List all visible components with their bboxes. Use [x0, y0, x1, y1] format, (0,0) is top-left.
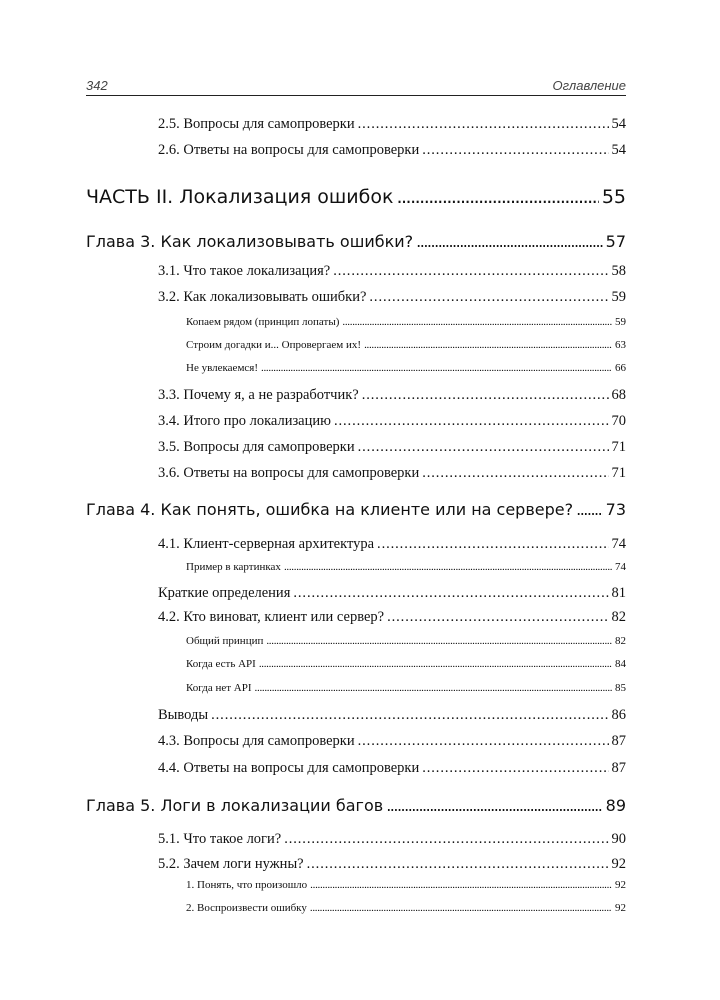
toc-entry-title: Глава 4. Как понять, ошибка на клиенте или на сервере?: [86, 500, 574, 519]
toc-entry-page-number: 87: [611, 733, 626, 749]
toc-entry: [158, 733, 626, 750]
dot-leader: [255, 682, 612, 694]
dot-leader: [358, 733, 609, 750]
toc-entry: [158, 707, 626, 724]
toc-entry-page-number: 87: [611, 760, 626, 776]
toc-entry-title: 3.2. Как локализовывать ошибки?: [158, 289, 367, 305]
dot-leader: [387, 609, 608, 626]
dot-leader: [266, 635, 612, 647]
toc-chapter-heading: [86, 232, 626, 251]
dot-leader: [576, 500, 603, 519]
toc-entry-page-number: 90: [611, 831, 626, 847]
dot-leader: [377, 536, 608, 553]
dot-leader: [422, 142, 608, 159]
dot-leader: [261, 362, 612, 374]
toc-entry-title: 4.3. Вопросы для самопроверки: [158, 733, 355, 749]
toc-entry: [158, 536, 626, 553]
dot-leader: [358, 116, 609, 133]
toc-entry: [158, 413, 626, 430]
toc-entry: [158, 263, 626, 280]
toc-entry-title: Выводы: [158, 707, 209, 723]
toc-subentry: [186, 635, 626, 647]
toc-entry-page-number: 73: [605, 500, 626, 519]
toc-entry-title: 2.5. Вопросы для самопроверки: [158, 116, 355, 132]
toc-entry-page-number: 74: [611, 536, 626, 552]
running-header: [86, 78, 626, 96]
toc-entry: [158, 465, 626, 482]
toc-entry-page-number: 82: [615, 635, 626, 647]
toc-entry-title: Не увлекаемся!: [186, 362, 259, 374]
dot-leader: [364, 339, 612, 351]
toc-entry-title: 3.3. Почему я, а не разработчик?: [158, 387, 359, 403]
page-number: 342: [86, 78, 108, 93]
toc-chapter-heading: [86, 500, 626, 519]
dot-leader: [333, 263, 608, 280]
toc-entry-page-number: 70: [611, 413, 626, 429]
toc-entry-page-number: 82: [611, 609, 626, 625]
toc-entry-title: ЧАСТЬ II. Локализация ошибок: [86, 186, 394, 208]
toc-entry-title: 3.1. Что такое локализация?: [158, 263, 331, 279]
toc-entry-page-number: 57: [605, 232, 626, 251]
toc-entry-page-number: 92: [611, 856, 626, 872]
toc-subentry: [186, 658, 626, 670]
dot-leader: [396, 186, 598, 208]
toc-entry-title: Когда нет API: [186, 682, 252, 694]
toc-entry: [158, 387, 626, 404]
toc-entry-page-number: 54: [611, 142, 626, 158]
toc-entry-page-number: 92: [615, 902, 626, 914]
dot-leader: [342, 316, 612, 328]
toc-entry-page-number: 86: [611, 707, 626, 723]
dot-leader: [386, 796, 602, 815]
toc-subentry: [186, 682, 626, 694]
toc-entry-title: 1. Понять, что произошло: [186, 879, 308, 891]
toc-subentry: [186, 316, 626, 328]
toc-entry-page-number: 92: [615, 879, 626, 891]
toc-entry-page-number: 85: [615, 682, 626, 694]
toc-entry-title: Общий принцип: [186, 635, 264, 647]
toc-entry-page-number: 71: [611, 439, 626, 455]
toc-entry: [158, 831, 626, 848]
toc-entry: [158, 289, 626, 306]
toc-entry: [158, 856, 626, 873]
toc-entry-title: 3.5. Вопросы для самопроверки: [158, 439, 355, 455]
toc-entry-title: 3.4. Итого про локализацию: [158, 413, 331, 429]
toc-entry-page-number: 66: [615, 362, 626, 374]
toc-entry-page-number: 68: [611, 387, 626, 403]
toc-entry: [158, 760, 626, 777]
toc-chapter-heading: [86, 796, 626, 815]
dot-leader: [259, 658, 612, 670]
toc-entry-title: Глава 5. Логи в локализации багов: [86, 796, 384, 815]
dot-leader: [310, 902, 612, 914]
dot-leader: [334, 413, 609, 430]
toc-entry-title: Строим догадки и... Опровергаем их!: [186, 339, 362, 351]
toc-entry-title: 3.6. Ответы на вопросы для самопроверки: [158, 465, 420, 481]
toc-entry: [158, 439, 626, 456]
toc-entry: [158, 609, 626, 626]
dot-leader: [422, 760, 608, 777]
toc-entry-title: Краткие определения: [158, 585, 291, 601]
dot-leader: [284, 831, 608, 848]
toc-entry-title: Глава 3. Как локализовывать ошибки?: [86, 232, 414, 251]
toc-entry-title: Когда есть API: [186, 658, 256, 670]
toc-entry-title: 4.4. Ответы на вопросы для самопроверки: [158, 760, 420, 776]
dot-leader: [416, 232, 602, 251]
toc-entry-title: Пример в картинках: [186, 561, 281, 573]
dot-leader: [310, 879, 612, 891]
toc-entry: [158, 142, 626, 159]
toc-entry-page-number: 63: [615, 339, 626, 351]
dot-leader: [307, 856, 609, 873]
dot-leader: [284, 561, 612, 573]
dot-leader: [362, 387, 609, 404]
toc-subentry: [186, 339, 626, 351]
toc-entry-page-number: 58: [611, 263, 626, 279]
toc-entry-page-number: 74: [615, 561, 626, 573]
toc-entry-title: 5.1. Что такое логи?: [158, 831, 282, 847]
toc-entry-title: 5.2. Зачем логи нужны?: [158, 856, 304, 872]
toc-entry-title: Копаем рядом (принцип лопаты): [186, 316, 340, 328]
toc-part-heading: [86, 186, 626, 208]
dot-leader: [358, 439, 609, 456]
toc-entry-page-number: 59: [611, 289, 626, 305]
toc-entry-page-number: 55: [601, 186, 626, 208]
toc-entry-page-number: 81: [611, 585, 626, 601]
toc-subentry: [186, 902, 626, 914]
toc-subentry: [186, 561, 626, 573]
dot-leader: [369, 289, 608, 306]
toc-entry-page-number: 71: [611, 465, 626, 481]
toc-entry-page-number: 54: [611, 116, 626, 132]
toc-entry-title: 2. Воспроизвести ошибку: [186, 902, 307, 914]
toc-entry-page-number: 84: [615, 658, 626, 670]
dot-leader: [211, 707, 608, 724]
toc-subentry: [186, 879, 626, 891]
toc-entry-title: 4.1. Клиент-серверная архитектура: [158, 536, 375, 552]
toc-entry-title: 4.2. Кто виноват, клиент или сервер?: [158, 609, 385, 625]
toc-subentry: [186, 362, 626, 374]
running-title: Оглавление: [552, 78, 626, 93]
dot-leader: [293, 585, 608, 602]
toc-entry-page-number: 89: [605, 796, 626, 815]
toc-entry-title: 2.6. Ответы на вопросы для самопроверки: [158, 142, 420, 158]
toc-entry-page-number: 59: [615, 316, 626, 328]
toc-entry: [158, 585, 626, 602]
dot-leader: [422, 465, 608, 482]
toc-entry: [158, 116, 626, 133]
